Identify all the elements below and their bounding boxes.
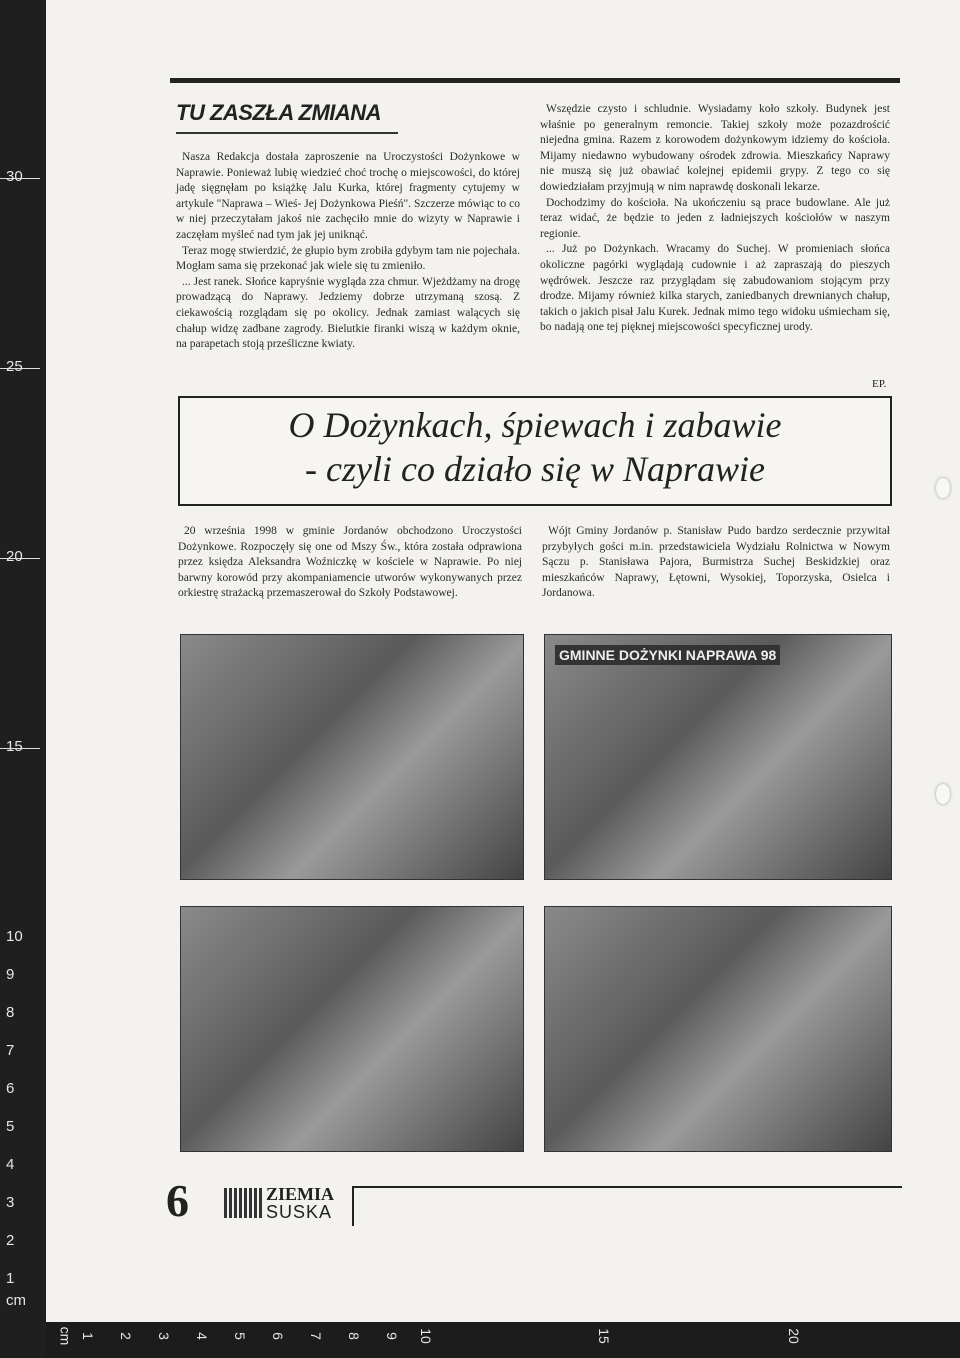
ruler-label: 7 xyxy=(6,1042,15,1059)
ruler-label: 20 xyxy=(6,548,23,565)
paragraph: ... Jest ranek. Słońce kapryśnie wygląda zza chmur. Wjeżdżamy na drogę prowadzącą do Naprawy. Jedziemy dobrze utrzymaną szosą. Z ciekawością rozglądam się po okolicy. Jednak zamiast walących się chałup widzę zadbane zagrody. Bielutkie firanki wiszą w każdym oknie, na parapetach stoją prześliczne kwiaty. xyxy=(176,275,520,351)
ruler-label: 3 xyxy=(155,1332,172,1340)
paragraph: Nasza Redakcja dostała zaproszenie na Uroczystości Dożynkowe w Naprawie. Ponieważ lubię wiedzieć choć trochę o miejscowości, do której jadę sięgnęłam po książkę Jalu Kurka, której fragmenty cytujemy w artykule "Naprawa – Wieś- Jej Dożynkowa Pieśń". Szczerze mówiąc to co w niej przeczytałam jakoś nie zachęciło mnie do wizyty w Naprawie i zaczęłam myśleć nad tym jak jej uniknąć. xyxy=(176,151,520,241)
punch-hole-icon xyxy=(936,478,950,498)
article-left-column xyxy=(176,150,520,353)
article-title-line-1: O Dożynkach, śpiewach i zabawie xyxy=(288,405,782,445)
paragraph: 20 września 1998 w gminie Jordanów obchodzono Uroczystości Dożynkowe. Rozpoczęły się one od Mszy Św., która została odprawiona przez księdza Aleksandra Woźniczkę w kościele w Naprawie. Po niej barwny korowód przy akompaniamencie utworów wykonywanych przez orkiestrę strażacką przemaszerował do Szkoły Podstawowej. xyxy=(178,525,522,600)
photo-group xyxy=(180,906,524,1152)
ruler-label: cm xyxy=(6,1292,26,1309)
page-number: 6 xyxy=(166,1175,189,1226)
ruler-label: 4 xyxy=(193,1332,210,1340)
ruler-label: 5 xyxy=(6,1118,15,1135)
ruler-label: 5 xyxy=(231,1332,248,1340)
ruler-label: cm xyxy=(57,1326,74,1346)
logo-line-1: ZIEMIA xyxy=(266,1184,335,1204)
building-icon xyxy=(224,1188,262,1218)
ruler-label: 3 xyxy=(6,1194,15,1211)
logo-line-2: SUSKA xyxy=(266,1202,333,1222)
lower-left-column xyxy=(178,524,522,602)
bottom-ruler xyxy=(46,1322,960,1358)
paragraph: ... Już po Dożynkach. Wracamy do Suchej. W promieniach słońca okoliczne pagórki wyglądają cudownie i aż zapraszają do pieszych wędrówek. Jeszcze raz przyglądam się zabudowaniom stojącym przy drodze. Mijamy również kilka starych, zaniedbanych drewnianych chałup, takich o jakich pisał Jalu Kurek. Jednak mimo tego widoku uśmiecham się, bo nadają one tej pięknej miejscowości specyficznej urody. xyxy=(540,243,890,334)
ruler-label: 2 xyxy=(6,1232,15,1249)
ruler-label: 9 xyxy=(383,1332,400,1340)
title-box xyxy=(178,396,892,506)
ziemia-suska-logo xyxy=(222,1184,352,1222)
footer-rule xyxy=(352,1186,902,1188)
photo-bread xyxy=(544,906,892,1152)
ruler-label: 20 xyxy=(785,1328,802,1344)
article-right-column xyxy=(540,102,890,336)
ruler-label: 10 xyxy=(417,1328,434,1344)
paragraph: Dochodzimy do kościoła. Na ukończeniu są prace budowlane. Ale już teraz widać, że będzie to jeden z ładniejszych kościołów w naszym regionie. xyxy=(540,196,890,240)
ruler-label: 8 xyxy=(6,1004,15,1021)
ruler-label: 9 xyxy=(6,966,15,983)
left-ruler xyxy=(0,0,46,1358)
lower-right-column xyxy=(542,524,890,602)
paragraph: Teraz mogę stwierdzić, że głupio bym zrobiła gdybym tam nie pojechała. Mogłam sama się przekonać jak wiele się tu zmieniło. xyxy=(176,244,520,273)
headline-underline xyxy=(176,132,398,134)
top-rule xyxy=(170,78,900,83)
author-initials: EP. xyxy=(872,378,887,390)
ruler-label: 30 xyxy=(6,168,23,185)
ruler-label: 8 xyxy=(345,1332,362,1340)
punch-hole-icon xyxy=(936,784,950,804)
ruler-label: 10 xyxy=(6,928,23,945)
ruler-label: 1 xyxy=(79,1332,96,1340)
ruler-label: 1 xyxy=(6,1270,15,1287)
ruler-label: 15 xyxy=(6,738,23,755)
paragraph: Wójt Gminy Jordanów p. Stanisław Pudo bardzo serdecznie przywitał przybyłych gości m.in. przedstawiciela Wydziału Rolnictwa w Nowym Sączu p. Stanisława Pajora, Burmistrza Suchej Beskidzkiej oraz mieszkańców Naprawy, Łętowni, Wysokiej, Toporzyska, Osielca i Jordanowa. xyxy=(542,525,890,600)
photo-sign-crowd xyxy=(544,634,892,880)
ruler-label: 25 xyxy=(6,358,23,375)
paragraph: Wszędzie czysto i schludnie. Wysiadamy koło szkoły. Budynek jest właśnie po generalnym remoncie. Takiej szkoły może pozazdrościć niejedna gmina. Razem z korowodem dożynkowym idziemy do kościoła. Mijamy niedawno wybudowany ośrodek zdrowia. Mieszkańcy Naprawy nie muszą się już obawiać kolejnej epidemii grypy. Z tego co się dowiedziałam przyjmują w nim naprawdę doskonali lekarze. xyxy=(540,103,890,193)
section-headline: TU ZASZŁA ZMIANA xyxy=(176,100,382,125)
ruler-label: 2 xyxy=(117,1332,134,1340)
ruler-label: 7 xyxy=(307,1332,324,1340)
photo-sign-text: GMINNE DOŻYNKI NAPRAWA 98 xyxy=(555,645,780,665)
article-title-line-2: - czyli co działo się w Naprawie xyxy=(305,449,765,489)
ruler-label: 4 xyxy=(6,1156,15,1173)
photo-procession xyxy=(180,634,524,880)
ruler-label: 15 xyxy=(595,1328,612,1344)
ruler-label: 6 xyxy=(6,1080,15,1097)
footer-divider xyxy=(352,1186,354,1226)
ruler-label: 6 xyxy=(269,1332,286,1340)
